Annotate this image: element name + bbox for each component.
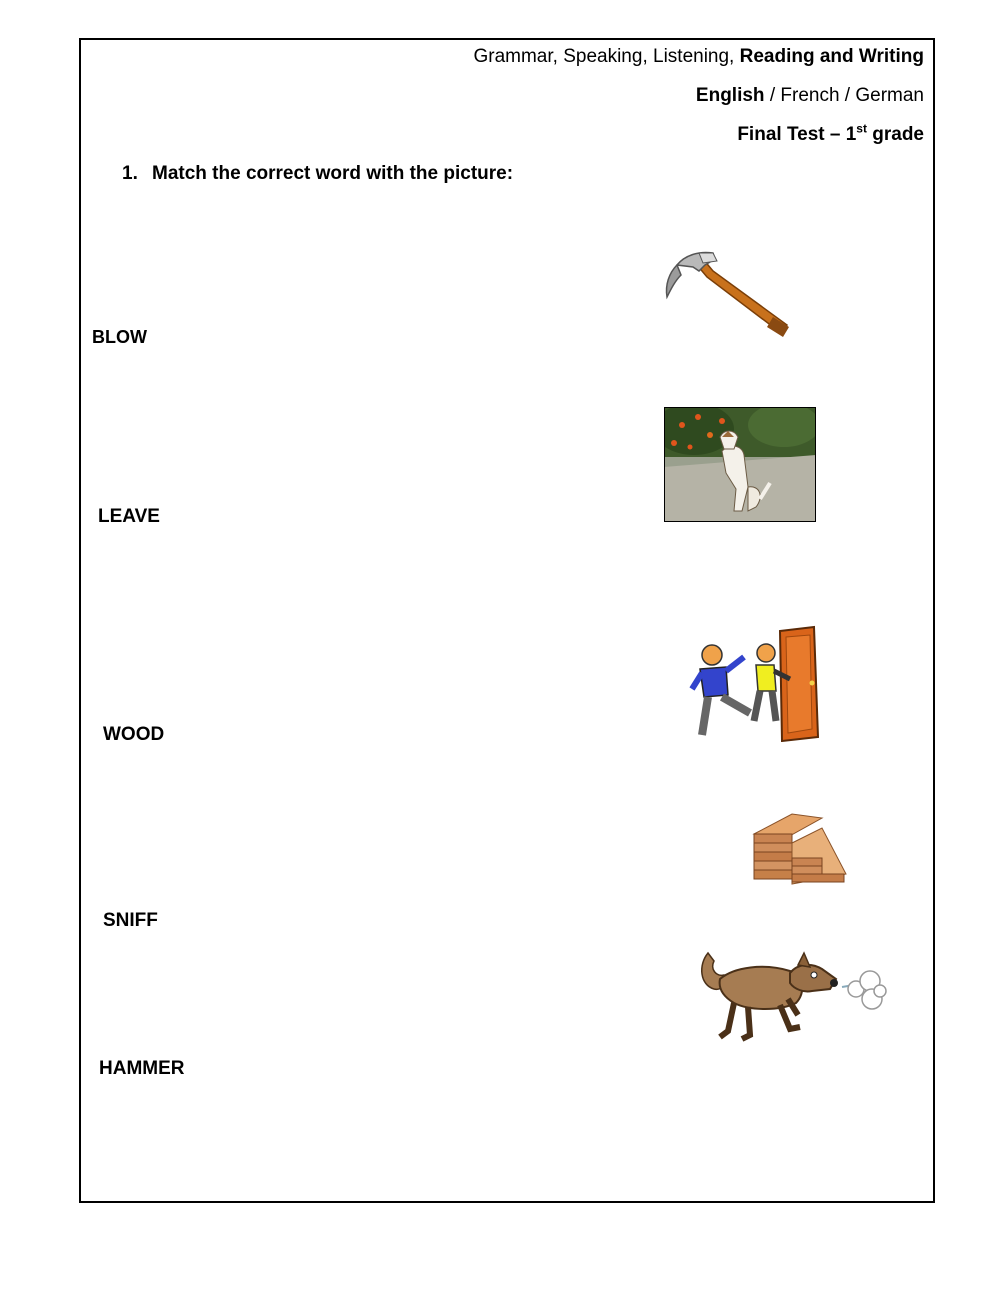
word-wood[interactable]: WOOD: [103, 724, 165, 745]
subjects-line: Grammar, Speaking, Listening, Reading and Writing: [473, 46, 924, 67]
languages-line: English / French / German: [695, 85, 924, 106]
leaving-through-door-picture[interactable]: [686, 625, 826, 742]
word-sniff[interactable]: SNIFF: [103, 910, 158, 931]
word-hammer[interactable]: HAMMER: [99, 1058, 185, 1079]
word-leave[interactable]: LEAVE: [98, 506, 160, 527]
wood-planks-picture[interactable]: [752, 808, 848, 888]
question-1: 1. Match the correct word with the picture:: [122, 163, 514, 184]
wolf-blowing-picture[interactable]: [694, 945, 888, 1045]
dog-sniffing-picture[interactable]: [664, 407, 816, 522]
test-title: Final Test – 1st grade: [737, 121, 924, 145]
word-blow[interactable]: BLOW: [92, 327, 147, 347]
hammer-picture[interactable]: [655, 245, 795, 340]
